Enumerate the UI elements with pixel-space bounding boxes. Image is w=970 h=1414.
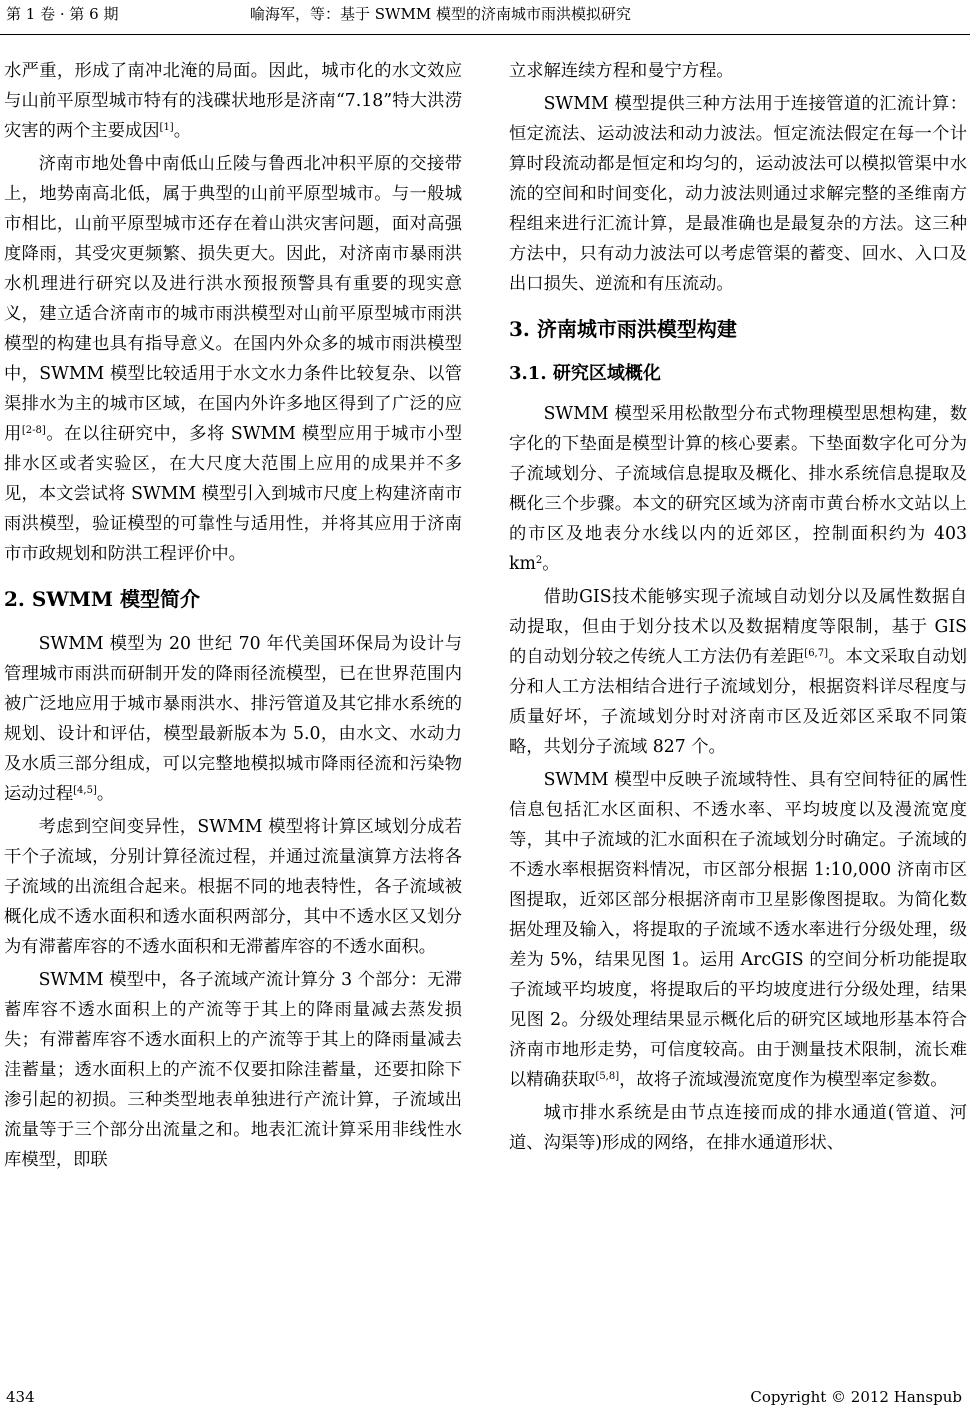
right-column <box>509 56 967 1158</box>
paragraph-continuation: 立求解连续方程和曼宁方程。 <box>509 61 734 81</box>
paragraph: SWMM 模型为 20 世纪 70 年代美国环保局为设计与管理城市雨洪而研制开发的降雨径流模型，已在世界范围内被广泛地应用于城市暴雨洪水、排污管道及其它排水系统的规划、设计和评估，模型最新版本为 5.0，由水文、水动力及水质三部分组成，可以完整地模拟城市降雨径流和污染物运动过程[4,5]。 <box>4 634 462 804</box>
copyright-notice: Copyright © 2012 Hanspub <box>750 1388 962 1406</box>
paragraph: SWMM 模型中，各子流域产流计算分 3 个部分：无滞蓄库容不透水面积上的产流等于其上的降雨量减去蒸发损失；有滞蓄库容不透水面积上的产流等于其上的降雨量减去洼蓄量；透水面积上的产流不仅要扣除洼蓄量，还要扣除下渗引起的初损。三种类型地表单独进行产流计算，子流域出流量等于三个部分出流量之和。地表汇流计算采用非线性水库模型，即联 <box>4 970 462 1170</box>
left-column <box>4 56 462 1175</box>
journal-issue: 第 1 卷 · 第 6 期 <box>6 5 119 23</box>
citation[interactable]: [4,5] <box>73 785 97 796</box>
paragraph-continuation: 水严重，形成了南冲北淹的局面。因此，城市化的水文效应与山前平原型城市特有的浅碟状地形是济南“7.18”特大洪涝灾害的两个主要成因[1]。 <box>4 61 462 141</box>
page-number: 434 <box>6 1388 35 1406</box>
paragraph: 考虑到空间变异性，SWMM 模型将计算区域划分成若干个子流域，分别计算径流过程，并通过流量演算方法将各子流域的出流组合起来。根据不同的地表特性，各子流域被概化成不透水面积和透水面积两部分，其中不透水区又划分为有滞蓄库容的不透水面积和无滞蓄库容的不透水面积。 <box>4 817 462 957</box>
paragraph: SWMM 模型采用松散型分布式物理模型思想构建，数字化的下垫面是模型计算的核心要素。下垫面数字化可分为子流域划分、子流域信息提取及概化、排水系统信息提取及概化三个步骤。本文的研究区域为济南市黄台桥水文站以上的市区及地表分水线以内的近郊区，控制面积约为 403 $km^2$。 <box>509 404 967 574</box>
section-heading-2: 2. SWMM 模型简介 <box>4 587 200 611</box>
subsection-heading-3-1: 3.1. 研究区域概化 <box>509 363 661 384</box>
citation[interactable]: [6,7] <box>804 648 829 659</box>
paragraph: SWMM 模型中反映子流域特性、具有空间特征的属性信息包括汇水区面积、不透水率、平均坡度以及漫流宽度等，其中子流域的汇水面积在子流域划分时确定。子流域的不透水率根据资料情况，市区部分根据 1:10,000 济南市区图提取，近郊区部分根据济南市卫星影像图提取。为简化数据处理及输入，将提取的子流域不透水率进行分级处理，级差为 5%，结果见图 1。运用 ArcGIS 的空间分析功能提取子流域平均坡度，将提取后的平均坡度进行分级处理，结果见图 2。分级处理结果显示概化后的研究区域地形基本符合济南市地形走势，可信度较高。由于测量技术限制，流长难以精确获取[5,8]，故将子流域漫流宽度作为模型率定参数。 <box>509 770 967 1090</box>
citation[interactable]: [2-8] <box>21 425 46 436</box>
paragraph: 济南市地处鲁中南低山丘陵与鲁西北冲积平原的交接带上，地势南高北低，属于典型的山前平原型城市。与一般城市相比，山前平原型城市还存在着山洪灾害问题，面对高强度降雨，其受灾更频繁、损失更大。因此，对济南市暴雨洪水机理进行研究以及进行洪水预报预警具有重要的现实意义，建立适合济南市的城市雨洪模型对山前平原型城市雨洪模型的构建也具有指导意义。在国内外众多的城市雨洪模型中，SWMM 模型比较适用于水文水力条件比较复杂、以管渠排水为主的城市区域，在国内外许多地区得到了广泛的应用[2-8]。在以往研究中，多将 SWMM 模型应用于城市小型排水区或者实验区，在大尺度大范围上应用的成果并不多见，本文尝试将 SWMM 模型引入到城市尺度上构建济南市雨洪模型，验证模型的可靠性与适用性，并将其应用于济南市市政规划和防洪工程评价中。 <box>4 154 462 564</box>
paragraph: 城市排水系统是由节点连接而成的排水通道(管道、河道、沟渠等)形成的网络，在排水通道形状、 <box>509 1103 967 1153</box>
paragraph: SWMM 模型提供三种方法用于连接管道的汇流计算：恒定流法、运动波法和动力波法。恒定流法假定在每一个计算时段流动都是恒定和均匀的，运动波法可以模拟管渠中水流的空间和时间变化，动力波法则通过求解完整的圣维南方程组来进行汇流计算，是最准确也是最复杂的方法。这三种方法中，只有动力波法可以考虑管渠的蓄变、回水、入口及出口损失、逆流和有压流动。 <box>509 94 967 294</box>
running-title: 喻海军，等：基于 SWMM 模型的济南城市雨洪模拟研究 <box>250 5 631 23</box>
citation[interactable]: [5,8] <box>595 1071 620 1082</box>
citation[interactable]: [1] <box>159 122 174 133</box>
paragraph: 借助GIS技术能够实现子流域自动划分以及属性数据自动提取，但由于划分技术以及数据精度等限制，基于 GIS 的自动划分较之传统人工方法仍有差距[6,7]。本文采取自动划分和人工方法相结合进行子流域划分，根据资料详尽程度与质量好坏，子流域划分时对济南市区及近郊区采取不同策略，共划分子流域 827 个。 <box>509 587 967 757</box>
running-header <box>0 0 970 35</box>
section-heading-3: 3. 济南城市雨洪模型构建 <box>509 317 737 341</box>
